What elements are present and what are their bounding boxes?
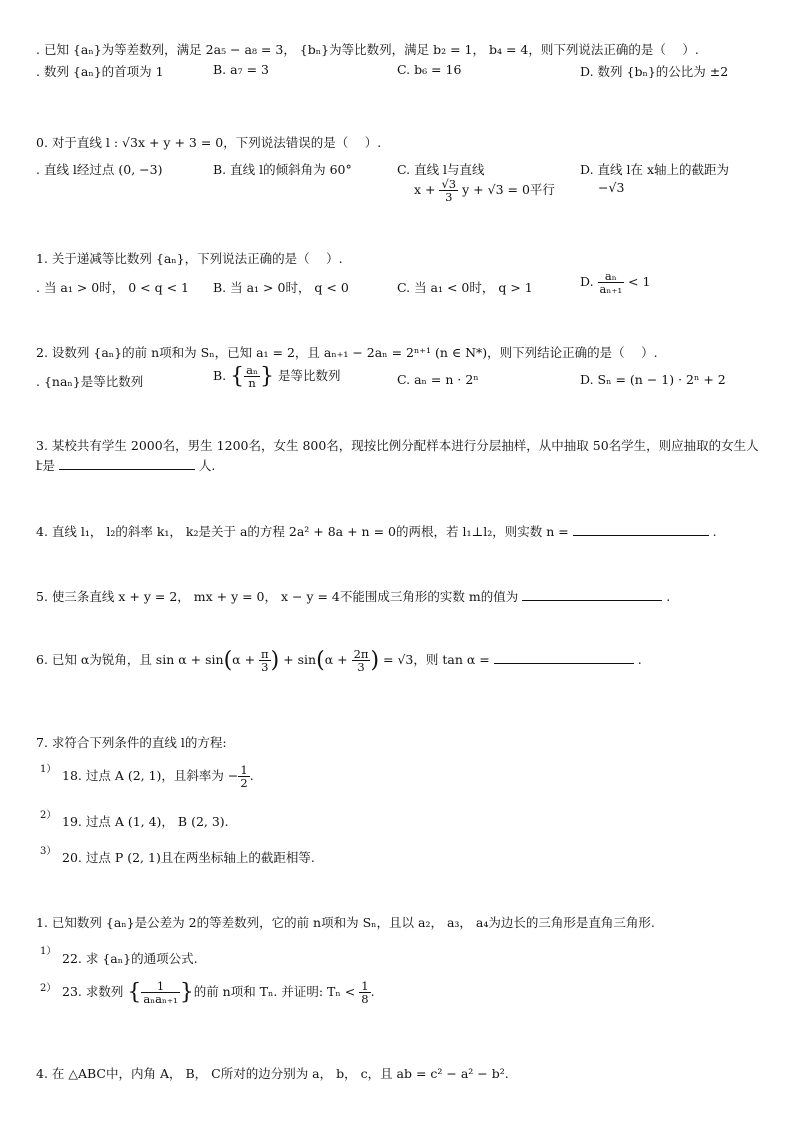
q17-sub3: 20. 过点 P (2, 1)且在两坐标轴上的截距相等. bbox=[62, 850, 315, 865]
q8-option-d: D. 数列 {bₙ}的公比为 ±2 bbox=[580, 64, 729, 79]
q12-option-b: B. { $\frac{\text{aₙ}}{n}$ } 是等比数列 bbox=[213, 363, 341, 391]
q21-sub2: 23. 求数列 { $\frac{1}{\text{aₙaₙ₊₁}}$ }的前 n项和 Tₙ. 并证明: Tₙ < $\frac{1}{8}$ . bbox=[62, 979, 375, 1007]
q8-option-c: C. b₆ = 16 bbox=[397, 62, 462, 77]
q12-option-c: C. aₙ = n · 2ⁿ bbox=[397, 372, 479, 387]
q13-answer-blank[interactable] bbox=[59, 457, 195, 470]
q14-answer-blank[interactable] bbox=[573, 523, 709, 536]
q9-option-c-line2: x + $\frac{√3}{3}$ y + √3 = 0平行 bbox=[414, 177, 555, 205]
question-12-stem: 2. 设数列 {aₙ}的前 n项和为 Sₙ，已知 a₁ = 2，且 aₙ₊₁ − 2aₙ = 2ⁿ⁺¹ (n ∈ N*)，则下列结论正确的是（ ）. bbox=[36, 345, 658, 360]
q15-answer-blank[interactable] bbox=[522, 588, 662, 601]
q12-option-a: . {naₙ}是等比数列 bbox=[36, 374, 144, 389]
q12-option-d: D. Sₙ = (n − 1) · 2ⁿ + 2 bbox=[580, 372, 726, 387]
q21-sub2-label: 2） bbox=[40, 983, 57, 994]
q11-option-d-fraction: $\frac{\text{aₙ}}{\text{aₙ₊₁}}$ bbox=[599, 269, 623, 297]
q17-sub2: 19. 过点 A (1, 4)， B (2, 3). bbox=[62, 814, 229, 829]
q12-option-b-fraction: $\frac{\text{aₙ}}{n}$ bbox=[246, 363, 258, 391]
q11-option-a: . 当 a₁ > 0时， 0 < q < 1 bbox=[36, 280, 189, 295]
q11-option-c: C. 当 a₁ < 0时， q > 1 bbox=[397, 280, 533, 295]
q17-sub3-label: 3） bbox=[40, 846, 57, 857]
q17-sub2-label: 2） bbox=[40, 810, 57, 821]
question-21-stem: 1. 已知数列 {aₙ}是公差为 2的等差数列，它的前 n项和为 Sₙ，且以 a₂， a₃， a₄为边长的三角形是直角三角形. bbox=[36, 915, 655, 930]
question-13-line1: 3. 某校共有学生 2000名，男生 1200名，女生 800名，现按比例分配样本进行分层抽样，从中抽取 50名学生，则应抽取的女生人 bbox=[36, 438, 759, 453]
question-16: 6. 已知 α为锐角，且 sin α + sin(α + $\frac{\pi}{3}$ ) + sin(α + $\frac{2\pi}{3}$ ) = √3，则 tan α = . bbox=[36, 647, 642, 675]
q11-option-d: D. $\frac{\text{aₙ}}{\text{aₙ₊₁}}$ < 1 bbox=[580, 269, 651, 297]
q16-fraction-1: $\frac{\pi}{3}$ bbox=[261, 647, 269, 675]
q16-fraction-2: $\frac{2\pi}{3}$ bbox=[353, 647, 369, 675]
q21-sub2-fraction-2: $\frac{1}{8}$ bbox=[361, 979, 369, 1007]
q8-option-b: B. a₇ = 3 bbox=[213, 62, 269, 77]
question-17-stem: 7. 求符合下列条件的直线 l的方程: bbox=[36, 735, 227, 750]
q21-sub2-fraction-1: $\frac{1}{\text{aₙaₙ₊₁}}$ bbox=[143, 979, 178, 1007]
q17-sub1: 18. 过点 A (2, 1)，且斜率为 − $\frac{1}{2}$ . bbox=[62, 763, 254, 791]
q9-option-a: . 直线 l经过点 (0, −3) bbox=[36, 162, 163, 177]
q21-sub1-label: 1） bbox=[40, 946, 57, 957]
question-11-stem: 1. 关于递减等比数列 {aₙ}，下列说法正确的是（ ）. bbox=[36, 251, 343, 266]
q17-sub1-label: 1） bbox=[40, 764, 57, 775]
q9-option-d-line2: −√3 bbox=[598, 180, 625, 195]
q9-option-b: B. 直线 l的倾斜角为 60° bbox=[213, 162, 352, 177]
q21-sub1: 22. 求 {aₙ}的通项公式. bbox=[62, 951, 198, 966]
question-8-stem: . 已知 {aₙ}为等差数列，满足 2a₅ − a₈ = 3， {bₙ}为等比数列，满足 b₂ = 1， b₄ = 4，则下列说法正确的是（ ）. bbox=[36, 42, 699, 57]
q9-option-c-fraction: $\frac{√3}{3}$ bbox=[441, 177, 457, 205]
q11-option-b: B. 当 a₁ > 0时， q < 0 bbox=[213, 280, 349, 295]
question-24-stem: 4. 在 △ABC中，内角 A， B， C所对的边分别为 a， b， c，且 ab = c² − a² − b². bbox=[36, 1066, 509, 1081]
question-15: 5. 使三条直线 x + y = 2， mx + y = 0， x − y = 4不能围成三角形的实数 m的值为 . bbox=[36, 589, 671, 604]
q17-sub1-fraction: $\frac{1}{2}$ bbox=[240, 763, 248, 791]
q9-option-d: D. 直线 l在 x轴上的截距为 bbox=[580, 162, 730, 177]
q8-option-a: . 数列 {aₙ}的首项为 1 bbox=[36, 64, 164, 79]
q16-answer-blank[interactable] bbox=[494, 651, 634, 664]
question-9-stem: 0. 对于直线 l : √3x + y + 3 = 0，下列说法错误的是（ ）. bbox=[36, 135, 382, 150]
q9-option-c: C. 直线 l与直线 bbox=[397, 162, 485, 177]
question-13-line2: է是 人. bbox=[36, 458, 216, 473]
question-14: 4. 直线 l₁， l₂的斜率 k₁， k₂是关于 a的方程 2a² + 8a + n = 0的两根，若 l₁⊥l₂，则实数 n = . bbox=[36, 524, 717, 539]
